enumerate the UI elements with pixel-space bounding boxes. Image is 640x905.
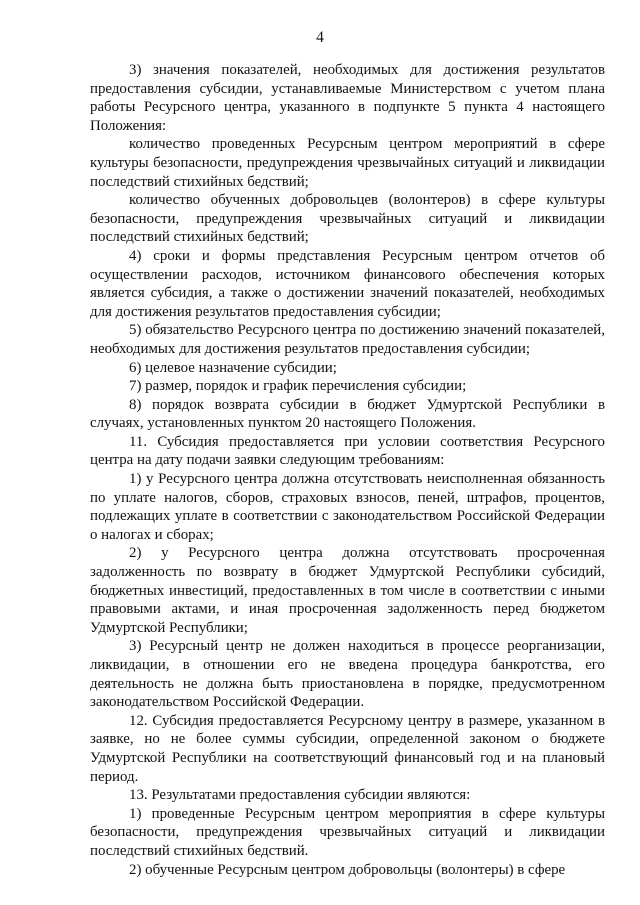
paragraph: 13. Результатами предоставления субсидии являются: bbox=[129, 787, 471, 804]
paragraph: 3) Ресурсный центр не должен находиться в процессе реорганизации, ликвидации, в отношении его не введена процедура банкротства, его деятельность не должна быть приостановлена в порядке, предусмотренном законодательством Российской Федерации. bbox=[90, 638, 605, 711]
paragraph: 1) проведенные Ресурсным центром мероприятия в сфере культуры безопасности, предупреждения чрезвычайных ситуаций и ликвидации последствий стихийных бедствий. bbox=[90, 805, 605, 859]
paragraph: 1) у Ресурсного центра должна отсутствовать неисполненная обязанность по уплате налогов, сборов, страховых взносов, пеней, штрафов, процентов, подлежащих уплате в соответствии с законодательством Российской Федерации о налогах и сборах; bbox=[90, 471, 605, 543]
paragraph: 6) целевое назначение субсидии; bbox=[129, 359, 337, 376]
paragraph: 11. Субсидия предоставляется при условии соответствия Ресурсного центра на дату подачи заявки следующим требованиям: bbox=[90, 433, 605, 469]
paragraph: 2) обученные Ресурсным центром добровольцы (волонтеры) в сфере bbox=[129, 861, 566, 878]
document-body bbox=[90, 61, 605, 879]
paragraph: 3) значения показателей, необходимых для достижения результатов предоставления субсидии, устанавливаемые Министерством с учетом плана работы Ресурсного центра, указанного в подпункте 5 пункта 4 настоящего Положения: bbox=[90, 62, 605, 134]
paragraph: 4) сроки и формы представления Ресурсным центром отчетов об осуществлении расходов, источником финансового обеспечения которых является субсидия, а также о достижении значений показателей, необходимых для достижения результатов предоставления субсидии; bbox=[90, 247, 605, 320]
paragraph: 7) размер, порядок и график перечисления субсидии; bbox=[129, 378, 467, 395]
page-number: 4 bbox=[316, 29, 324, 46]
paragraph: 5) обязательство Ресурсного центра по достижению значений показателей, необходимых для достижения результатов предоставления субсидии; bbox=[90, 322, 605, 357]
paragraph: 12. Субсидия предоставляется Ресурсному центру в размере, указанном в заявке, но не более суммы субсидии, определенной законом о бюджете Удмуртской Республики на соответствующий финансовый год и на плановый период. bbox=[90, 712, 605, 785]
paragraph: количество обученных добровольцев (волонтеров) в сфере культуры безопасности, предупреждения чрезвычайных ситуаций и ликвидации последствий стихийных бедствий; bbox=[90, 192, 605, 246]
paragraph: 8) порядок возврата субсидии в бюджет Удмуртской Республики в случаях, установленных пунктом 20 настоящего Положения. bbox=[90, 396, 605, 432]
paragraph: количество проведенных Ресурсным центром мероприятий в сфере культуры безопасности, предупреждения чрезвычайных ситуаций и ликвидации последствий стихийных бедствий; bbox=[90, 136, 605, 190]
paragraph: 2) у Ресурсного центра должна отсутствовать просроченная задолженность по возврату в бюджет Удмуртской Республики субсидий, бюджетных инвестиций, предоставленных в том числе в соответствии с иными правовыми актами, и иная просроченная задолженность перед бюджетом Удмуртской Республики; bbox=[90, 545, 605, 636]
